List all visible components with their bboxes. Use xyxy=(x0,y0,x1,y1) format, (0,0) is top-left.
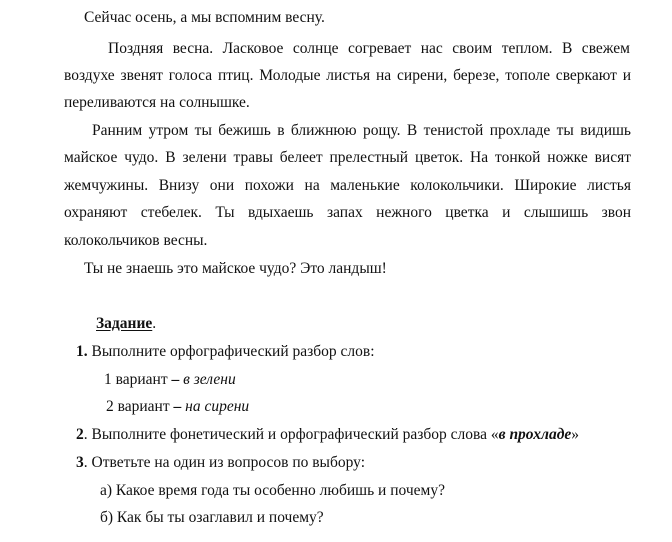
task-item-1-text: Выполните орфографический разбор слов: xyxy=(87,343,375,360)
paragraph2-line5: колокольчиков весны. xyxy=(64,232,208,249)
paragraph3-line: Ты не знаешь это майское чудо? Это ландыш! xyxy=(84,260,387,277)
task-item-3-text: . Ответьте на один из вопросов по выбору: xyxy=(83,454,366,471)
paragraph2-line2: майское чудо. В зелени травы белеет прелестный цветок. На тонкой ножке висят xyxy=(64,149,631,166)
task-option-b: б) Как бы ты озаглавил и почему? xyxy=(100,509,324,526)
paragraph1-line1: Поздняя весна. Ласковое солнце согревает нас своим теплом. В свежем xyxy=(108,40,630,57)
variant-2 xyxy=(106,397,249,417)
variant-1-label: 1 вариант xyxy=(104,371,172,388)
task-title-suffix: . xyxy=(152,315,157,332)
task-item-1 xyxy=(76,342,375,362)
task-title: Задание xyxy=(96,315,153,332)
task-item-1-number: 1. xyxy=(76,343,88,360)
variant-1-word: в зелени xyxy=(179,371,236,388)
task-item-2-text: . Выполните фонетический и орфографический разбор слова « xyxy=(83,426,499,443)
task-item-2-word: в прохладе xyxy=(498,426,572,443)
paragraph2-line1: Ранним утром ты бежишь в ближнюю рощу. В тенистой прохладе ты видишь xyxy=(92,122,631,139)
task-heading xyxy=(96,314,156,334)
task-item-3 xyxy=(76,453,365,473)
variant-1-dash: – xyxy=(171,371,180,388)
paragraph1-line3: переливаются на солнышке. xyxy=(64,94,250,111)
variant-2-word: на сирени xyxy=(181,398,250,415)
paragraph2-line3: жемчужины. Внизу они похожи на маленькие колокольчики. Широкие листья xyxy=(64,177,631,194)
variant-1 xyxy=(104,370,236,390)
task-item-2 xyxy=(76,425,579,445)
variant-2-dash: – xyxy=(173,398,182,415)
task-option-a: а) Какое время года ты особенно любишь и почему? xyxy=(100,482,445,499)
task-item-2-number: 2 xyxy=(76,426,84,443)
task-item-3-number: 3 xyxy=(76,454,84,471)
paragraph2-line4: охраняют стебелек. Ты вдыхаешь запах нежного цветка и слышишь звон xyxy=(64,204,631,221)
paragraph1-line2: воздухе звенят голоса птиц. Молодые листья на сирени, березе, тополе сверкают и xyxy=(64,67,631,84)
task-item-2-close: » xyxy=(571,426,580,443)
intro-line: Сейчас осень, а мы вспомним весну. xyxy=(84,9,325,26)
variant-2-label: 2 вариант xyxy=(106,398,174,415)
